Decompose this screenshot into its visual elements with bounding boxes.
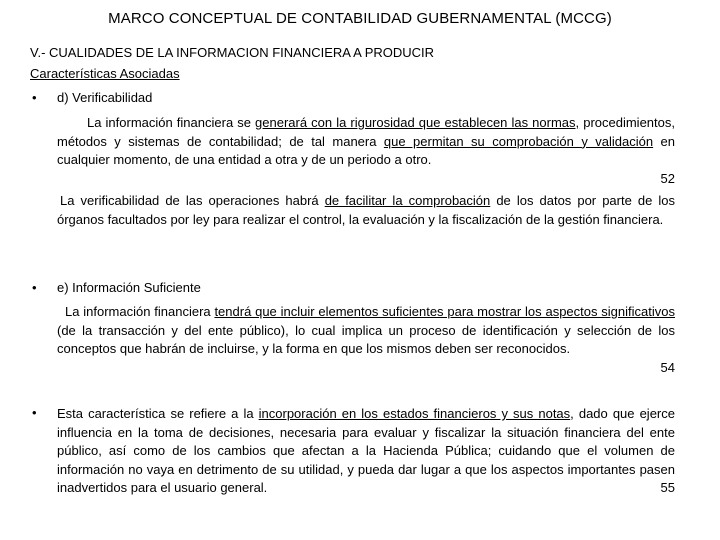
para-text: La información financiera se <box>87 115 256 130</box>
para-underlined-text: tendrá que incluir elementos suficientes para mostrar los aspectos significativos <box>214 304 675 319</box>
para-text: de los datos por parte de los órganos facultados por ley para realizar el control, la evaluación y la fiscalización de la gestión financiera. <box>57 193 676 227</box>
bullet-marker: • <box>32 280 37 295</box>
para-text: , dado que ejerce influencia en la toma de decisiones, necesaria para evaluar y fiscalizar la situación financiera del ente público, así como de los cambios que afectan a la Hacienda Pública; cuidando que el volumen de información no vaya en detrimento de su utilidad, y pueda dar lugar a que los aspectos importantes pasen inadvertidos para el usuario general. <box>57 406 675 495</box>
page-reference: 54 <box>660 360 675 375</box>
paragraph-verificabilidad-2 <box>57 192 675 229</box>
paragraph-verificabilidad-1 <box>57 114 675 170</box>
bullet-marker: • <box>32 90 37 105</box>
para-text: (de la transacción y del ente público), lo cual implica un proceso de identificación y selección de los conceptos que habrán de incluirse, y la forma en que los mismos deben ser reconocidos. <box>57 322 675 356</box>
document-title: MARCO CONCEPTUAL DE CONTABILIDAD GUBERNAMENTAL (MCCG) <box>108 10 612 27</box>
page-reference: 52 <box>660 171 675 186</box>
bullet-marker: • <box>32 405 37 420</box>
para-text: procedimientos, métodos y sistemas de contabilidad; de tal manera <box>57 115 675 149</box>
page-reference: 55 <box>660 480 675 495</box>
para-text: La verificabilidad de las operaciones habrá <box>60 193 325 208</box>
item-heading-verificabilidad: d) Verificabilidad <box>57 90 153 105</box>
paragraph-informacion-suficiente <box>57 303 675 359</box>
item-heading-informacion-suficiente: e) Información Suficiente <box>57 280 201 295</box>
para-underlined-text: que permitan su comprobación y validación <box>383 133 654 149</box>
para-underlined-text: de facilitar la comprobación <box>324 193 491 208</box>
para-text: La información financiera <box>65 304 215 319</box>
section-heading: V.- CUALIDADES DE LA INFORMACION FINANCIERA A PRODUCIR <box>30 45 435 60</box>
para-underlined-text: generará con la rigurosidad que establecen las normas, <box>255 115 580 130</box>
subheading-caracteristicas: Características Asociadas <box>30 66 180 81</box>
para-underlined-text: incorporación en los estados financieros y sus notas <box>258 406 571 421</box>
para-text: en cualquier momento, de una entidad a otra y de un periodo a otro. <box>57 133 675 167</box>
para-text: Esta característica se refiere a la <box>57 406 259 421</box>
